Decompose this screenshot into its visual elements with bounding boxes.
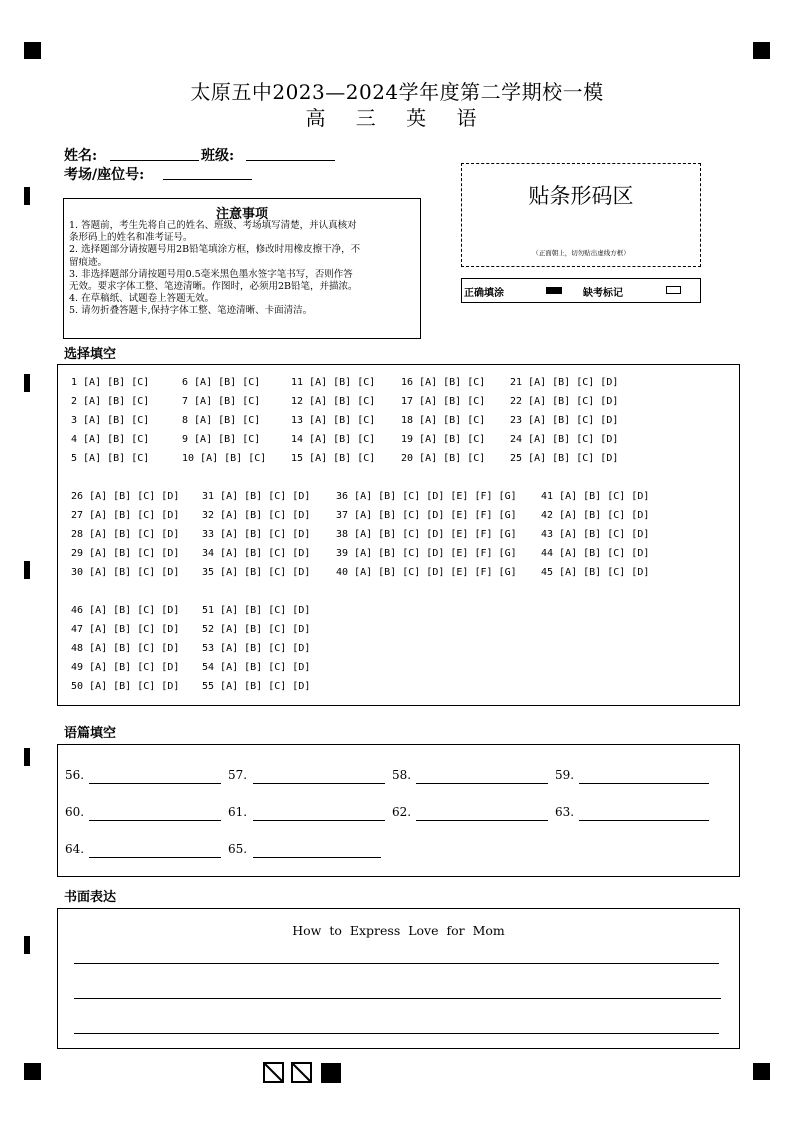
notice-line: 留痕迹。	[69, 256, 108, 268]
section-label-choice: 选择填空	[64, 347, 117, 362]
question-options[interactable]: 45 [A] [B] [C] [D]	[541, 567, 650, 578]
absent-mark-label: 缺考标记	[583, 288, 623, 299]
question-options[interactable]: 47 [A] [B] [C] [D]	[71, 624, 180, 635]
blank-line[interactable]	[416, 820, 548, 821]
room-seat-field[interactable]	[163, 179, 252, 180]
question-options[interactable]: 48 [A] [B] [C] [D]	[71, 643, 180, 654]
question-options[interactable]: 16 [A] [B] [C]	[401, 377, 486, 388]
question-options[interactable]: 55 [A] [B] [C] [D]	[202, 681, 311, 692]
question-options[interactable]: 6 [A] [B] [C]	[182, 377, 261, 388]
notice-box	[63, 198, 421, 339]
alignment-mark-top-right	[753, 42, 770, 59]
writing-line[interactable]	[74, 998, 721, 999]
hatched-square-icon	[292, 1063, 311, 1082]
question-options[interactable]: 12 [A] [B] [C]	[291, 396, 376, 407]
notice-line: 4. 在草稿纸、试题卷上答题无效。	[69, 293, 215, 305]
question-options[interactable]: 24 [A] [B] [C] [D]	[510, 434, 619, 445]
name-field[interactable]	[110, 160, 199, 161]
barcode-title: 贴条形码区	[528, 184, 634, 208]
question-options[interactable]: 42 [A] [B] [C] [D]	[541, 510, 650, 521]
blank-number: 56.	[65, 768, 85, 782]
question-options[interactable]: 1 [A] [B] [C]	[71, 377, 150, 388]
essay-title: How to Express Love for Mom	[292, 923, 505, 938]
question-options[interactable]: 44 [A] [B] [C] [D]	[541, 548, 650, 559]
passage-answer-box	[57, 744, 740, 877]
question-options[interactable]: 17 [A] [B] [C]	[401, 396, 486, 407]
room-seat-label: 考场/座位号:	[64, 167, 145, 183]
blank-line[interactable]	[253, 857, 381, 858]
timing-mark	[24, 187, 30, 205]
question-options[interactable]: 27 [A] [B] [C] [D]	[71, 510, 180, 521]
question-options[interactable]: 8 [A] [B] [C]	[182, 415, 261, 426]
question-options[interactable]: 46 [A] [B] [C] [D]	[71, 605, 180, 616]
bottom-marker-group	[263, 1062, 343, 1084]
question-options[interactable]: 34 [A] [B] [C] [D]	[202, 548, 311, 559]
writing-line[interactable]	[74, 963, 719, 964]
question-options[interactable]: 22 [A] [B] [C] [D]	[510, 396, 619, 407]
section-label-writing: 书面表达	[64, 890, 117, 905]
question-options[interactable]: 11 [A] [B] [C]	[291, 377, 376, 388]
blank-number: 61.	[228, 805, 248, 819]
blank-line[interactable]	[416, 783, 548, 784]
question-options[interactable]: 51 [A] [B] [C] [D]	[202, 605, 311, 616]
blank-number: 62.	[392, 805, 412, 819]
correct-fill-label: 正确填涂	[464, 288, 504, 299]
class-field[interactable]	[246, 160, 335, 161]
class-label: 班级:	[201, 148, 235, 164]
subject-title: 高 三 英 语	[305, 106, 489, 130]
blank-number: 63.	[555, 805, 575, 819]
alignment-mark-bottom-right	[753, 1063, 770, 1080]
timing-mark	[24, 561, 30, 579]
blank-number: 65.	[228, 842, 248, 856]
blank-line[interactable]	[89, 820, 221, 821]
barcode-note: （正面朝上，切勿贴出虚线方框）	[532, 249, 630, 257]
notice-line: 3. 非选择题部分请按题号用0.5毫米黑色墨水签字笔书写，否则作答	[69, 268, 353, 280]
question-options[interactable]: 37 [A] [B] [C] [D] [E] [F] [G]	[336, 510, 517, 521]
alignment-mark-top-left	[24, 42, 41, 59]
question-options[interactable]: 53 [A] [B] [C] [D]	[202, 643, 311, 654]
question-options[interactable]: 2 [A] [B] [C]	[71, 396, 150, 407]
question-options[interactable]: 3 [A] [B] [C]	[71, 415, 150, 426]
question-options[interactable]: 33 [A] [B] [C] [D]	[202, 529, 311, 540]
question-options[interactable]: 23 [A] [B] [C] [D]	[510, 415, 619, 426]
question-options[interactable]: 29 [A] [B] [C] [D]	[71, 548, 180, 559]
page-title: 太原五中2023—2024学年度第二学期校一模	[190, 80, 604, 104]
blank-line[interactable]	[89, 783, 221, 784]
question-options[interactable]: 18 [A] [B] [C]	[401, 415, 486, 426]
question-options[interactable]: 10 [A] [B] [C]	[182, 453, 267, 464]
hatched-square-icon	[264, 1063, 283, 1082]
notice-text	[69, 220, 417, 318]
correct-fill-sample	[546, 287, 562, 294]
notice-title: 注意事项	[215, 207, 268, 222]
blank-line[interactable]	[579, 820, 709, 821]
question-options[interactable]: 4 [A] [B] [C]	[71, 434, 150, 445]
section-label-passage: 语篇填空	[64, 726, 117, 741]
question-options[interactable]: 36 [A] [B] [C] [D] [E] [F] [G]	[336, 491, 517, 502]
writing-answer-box	[57, 908, 740, 1049]
blank-number: 64.	[65, 842, 85, 856]
question-options[interactable]: 30 [A] [B] [C] [D]	[71, 567, 180, 578]
question-options[interactable]: 50 [A] [B] [C] [D]	[71, 681, 180, 692]
solid-square-icon	[321, 1063, 341, 1083]
question-options[interactable]: 39 [A] [B] [C] [D] [E] [F] [G]	[336, 548, 517, 559]
question-options[interactable]: 26 [A] [B] [C] [D]	[71, 491, 180, 502]
notice-line: 无效。要求字体工整、笔迹清晰。作图时，必须用2B铅笔，并描浓。	[69, 281, 358, 293]
notice-line: 1. 答题前，考生先将自己的姓名、班级、考场填写清楚，并认真核对	[69, 220, 357, 231]
timing-mark	[24, 936, 30, 954]
question-options[interactable]: 25 [A] [B] [C] [D]	[510, 453, 619, 464]
question-options[interactable]: 15 [A] [B] [C]	[291, 453, 376, 464]
question-options[interactable]: 7 [A] [B] [C]	[182, 396, 261, 407]
blank-line[interactable]	[253, 783, 385, 784]
question-options[interactable]: 35 [A] [B] [C] [D]	[202, 567, 311, 578]
question-options[interactable]: 13 [A] [B] [C]	[291, 415, 376, 426]
name-label: 姓名:	[64, 148, 98, 164]
question-options[interactable]: 19 [A] [B] [C]	[401, 434, 486, 445]
question-options[interactable]: 28 [A] [B] [C] [D]	[71, 529, 180, 540]
question-options[interactable]: 54 [A] [B] [C] [D]	[202, 662, 311, 673]
notice-line: 2. 选择题部分请按题号用2B铅笔填涂方框，修改时用橡皮擦干净，不	[69, 244, 361, 256]
alignment-mark-bottom-left	[24, 1063, 41, 1080]
question-options[interactable]: 5 [A] [B] [C]	[71, 453, 150, 464]
question-options[interactable]: 9 [A] [B] [C]	[182, 434, 261, 445]
question-options[interactable]: 38 [A] [B] [C] [D] [E] [F] [G]	[336, 529, 517, 540]
blank-line[interactable]	[253, 820, 385, 821]
question-options[interactable]: 20 [A] [B] [C]	[401, 453, 486, 464]
blank-number: 60.	[65, 805, 85, 819]
timing-mark	[24, 748, 30, 766]
absent-mark-box[interactable]	[666, 286, 681, 294]
blank-number: 57.	[228, 768, 248, 782]
blank-number: 59.	[555, 768, 575, 782]
choice-answer-box	[57, 364, 740, 706]
blank-line[interactable]	[579, 783, 709, 784]
timing-mark	[24, 374, 30, 392]
blank-number: 58.	[392, 768, 412, 782]
question-options[interactable]: 14 [A] [B] [C]	[291, 434, 376, 445]
blank-line[interactable]	[89, 857, 221, 858]
question-options[interactable]: 32 [A] [B] [C] [D]	[202, 510, 311, 521]
notice-line: 条形码上的姓名和准考证号。	[69, 232, 193, 244]
question-options[interactable]: 52 [A] [B] [C] [D]	[202, 624, 311, 635]
question-options[interactable]: 21 [A] [B] [C] [D]	[510, 377, 619, 388]
question-options[interactable]: 31 [A] [B] [C] [D]	[202, 491, 311, 502]
notice-line: 5. 请勿折叠答题卡,保持字体工整、笔迹清晰、卡面清洁。	[69, 305, 313, 317]
question-options[interactable]: 43 [A] [B] [C] [D]	[541, 529, 650, 540]
question-options[interactable]: 40 [A] [B] [C] [D] [E] [F] [G]	[336, 567, 517, 578]
writing-line[interactable]	[74, 1033, 719, 1034]
question-options[interactable]: 41 [A] [B] [C] [D]	[541, 491, 650, 502]
question-options[interactable]: 49 [A] [B] [C] [D]	[71, 662, 180, 673]
barcode-area	[461, 163, 701, 267]
fill-legend	[461, 278, 701, 303]
